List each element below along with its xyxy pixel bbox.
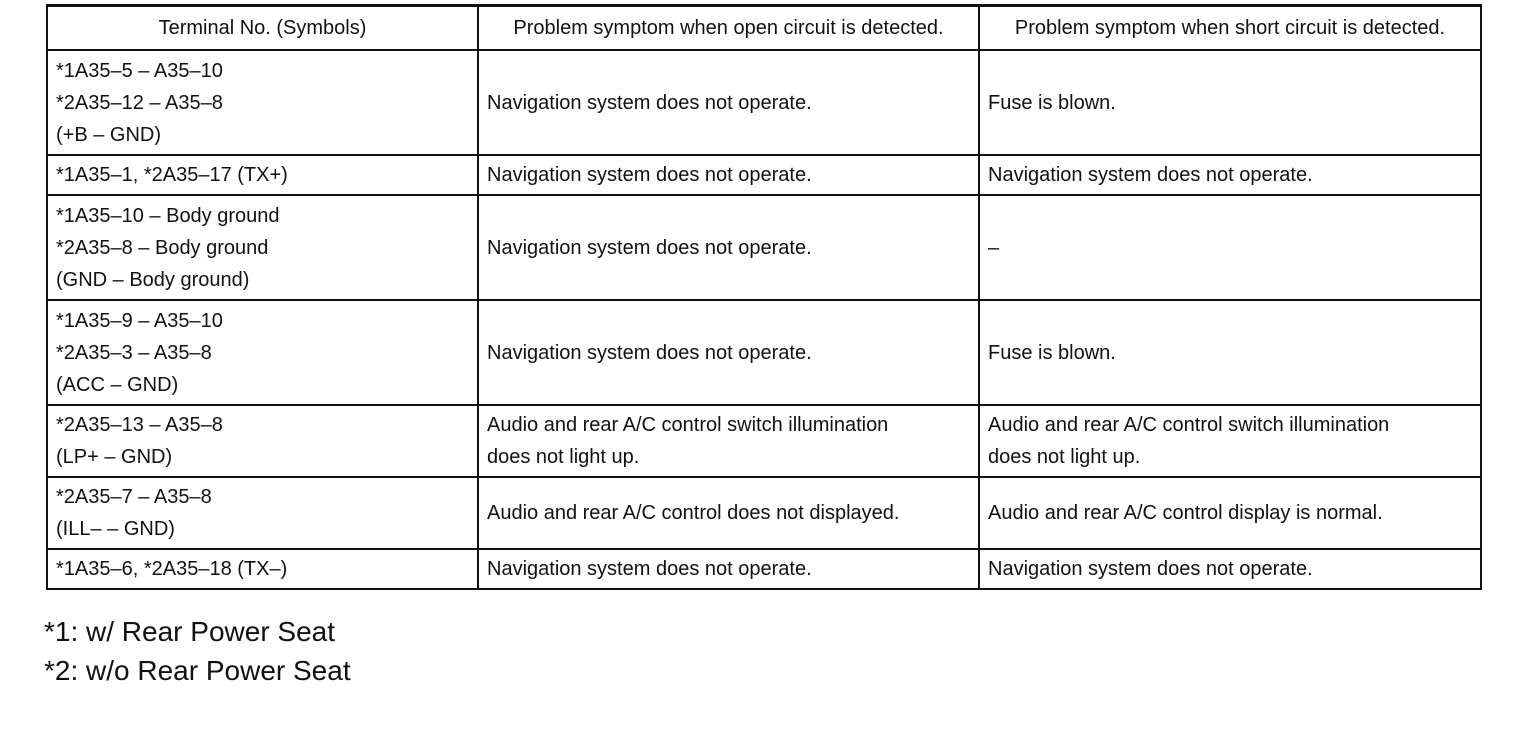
symptom-line: Navigation system does not operate.	[487, 341, 812, 364]
terminal-line: *1A35–6, *2A35–18 (TX–)	[56, 558, 288, 580]
terminal-line: *1A35–1, *2A35–17 (TX+)	[56, 164, 288, 186]
symptom-line: Navigation system does not operate.	[487, 164, 812, 186]
symptom-line: Navigation system does not operate.	[487, 91, 812, 114]
terminal-cell	[47, 300, 478, 405]
symptom-line: Fuse is blown.	[988, 341, 1116, 364]
table-row	[47, 300, 1481, 405]
short-circuit-cell	[979, 50, 1481, 155]
open-circuit-cell	[478, 405, 979, 477]
terminal-line: *1A35–5 – A35–10	[56, 59, 223, 82]
table-row	[47, 155, 1481, 195]
header-short-circuit: Problem symptom when short circuit is detected.	[979, 6, 1481, 51]
terminal-cell	[47, 155, 478, 195]
symptom-line: Audio and rear A/C control does not displayed.	[487, 502, 900, 524]
symptom-line: Navigation system does not operate.	[487, 236, 812, 259]
terminal-line: *1A35–10 – Body ground	[56, 204, 280, 227]
symptom-line: does not light up.	[487, 446, 640, 468]
terminal-line: (LP+ – GND)	[56, 446, 173, 468]
terminal-line: (+B – GND)	[56, 123, 162, 146]
open-circuit-cell	[478, 477, 979, 549]
open-circuit-cell	[478, 155, 979, 195]
terminal-cell	[47, 195, 478, 300]
terminal-symptom-table	[46, 4, 1482, 590]
footnotes	[44, 612, 351, 690]
table-row	[47, 405, 1481, 477]
terminal-line: *2A35–7 – A35–8	[56, 486, 212, 508]
table-header-row	[47, 6, 1481, 51]
terminal-cell	[47, 549, 478, 589]
symptom-line: Navigation system does not operate.	[988, 164, 1313, 186]
symptom-line: –	[988, 236, 1000, 259]
short-circuit-cell	[979, 405, 1481, 477]
terminal-cell	[47, 477, 478, 549]
table-row	[47, 549, 1481, 589]
table-row	[47, 195, 1481, 300]
terminal-line: *1A35–9 – A35–10	[56, 309, 223, 332]
terminal-line: (ACC – GND)	[56, 373, 179, 396]
short-circuit-cell	[979, 549, 1481, 589]
symptom-line: Fuse is blown.	[988, 91, 1116, 114]
footnote-1: *1: w/ Rear Power Seat	[44, 616, 336, 647]
open-circuit-cell	[478, 195, 979, 300]
terminal-line: *2A35–8 – Body ground	[56, 236, 269, 259]
header-open-circuit: Problem symptom when open circuit is detected.	[478, 6, 979, 51]
short-circuit-cell	[979, 195, 1481, 300]
table-row	[47, 477, 1481, 549]
open-circuit-cell	[478, 50, 979, 155]
short-circuit-cell	[979, 477, 1481, 549]
header-terminal: Terminal No. (Symbols)	[47, 6, 478, 51]
footnote-2: *2: w/o Rear Power Seat	[44, 655, 351, 686]
terminal-cell	[47, 405, 478, 477]
symptom-line: does not light up.	[988, 446, 1141, 468]
symptom-line: Navigation system does not operate.	[487, 558, 812, 580]
open-circuit-cell	[478, 549, 979, 589]
symptom-line: Navigation system does not operate.	[988, 558, 1313, 580]
terminal-line: (ILL– – GND)	[56, 518, 175, 540]
terminal-line: *2A35–3 – A35–8	[56, 341, 212, 364]
symptom-line: Audio and rear A/C control switch illumination	[988, 414, 1390, 436]
terminal-line: (GND – Body ground)	[56, 268, 250, 291]
short-circuit-cell	[979, 155, 1481, 195]
short-circuit-cell	[979, 300, 1481, 405]
table-row	[47, 50, 1481, 155]
terminal-line: *2A35–12 – A35–8	[56, 91, 223, 114]
terminal-line: *2A35–13 – A35–8	[56, 414, 223, 436]
symptom-line: Audio and rear A/C control switch illumination	[487, 414, 889, 436]
symptom-line: Audio and rear A/C control display is normal.	[988, 502, 1383, 524]
open-circuit-cell	[478, 300, 979, 405]
terminal-cell	[47, 50, 478, 155]
